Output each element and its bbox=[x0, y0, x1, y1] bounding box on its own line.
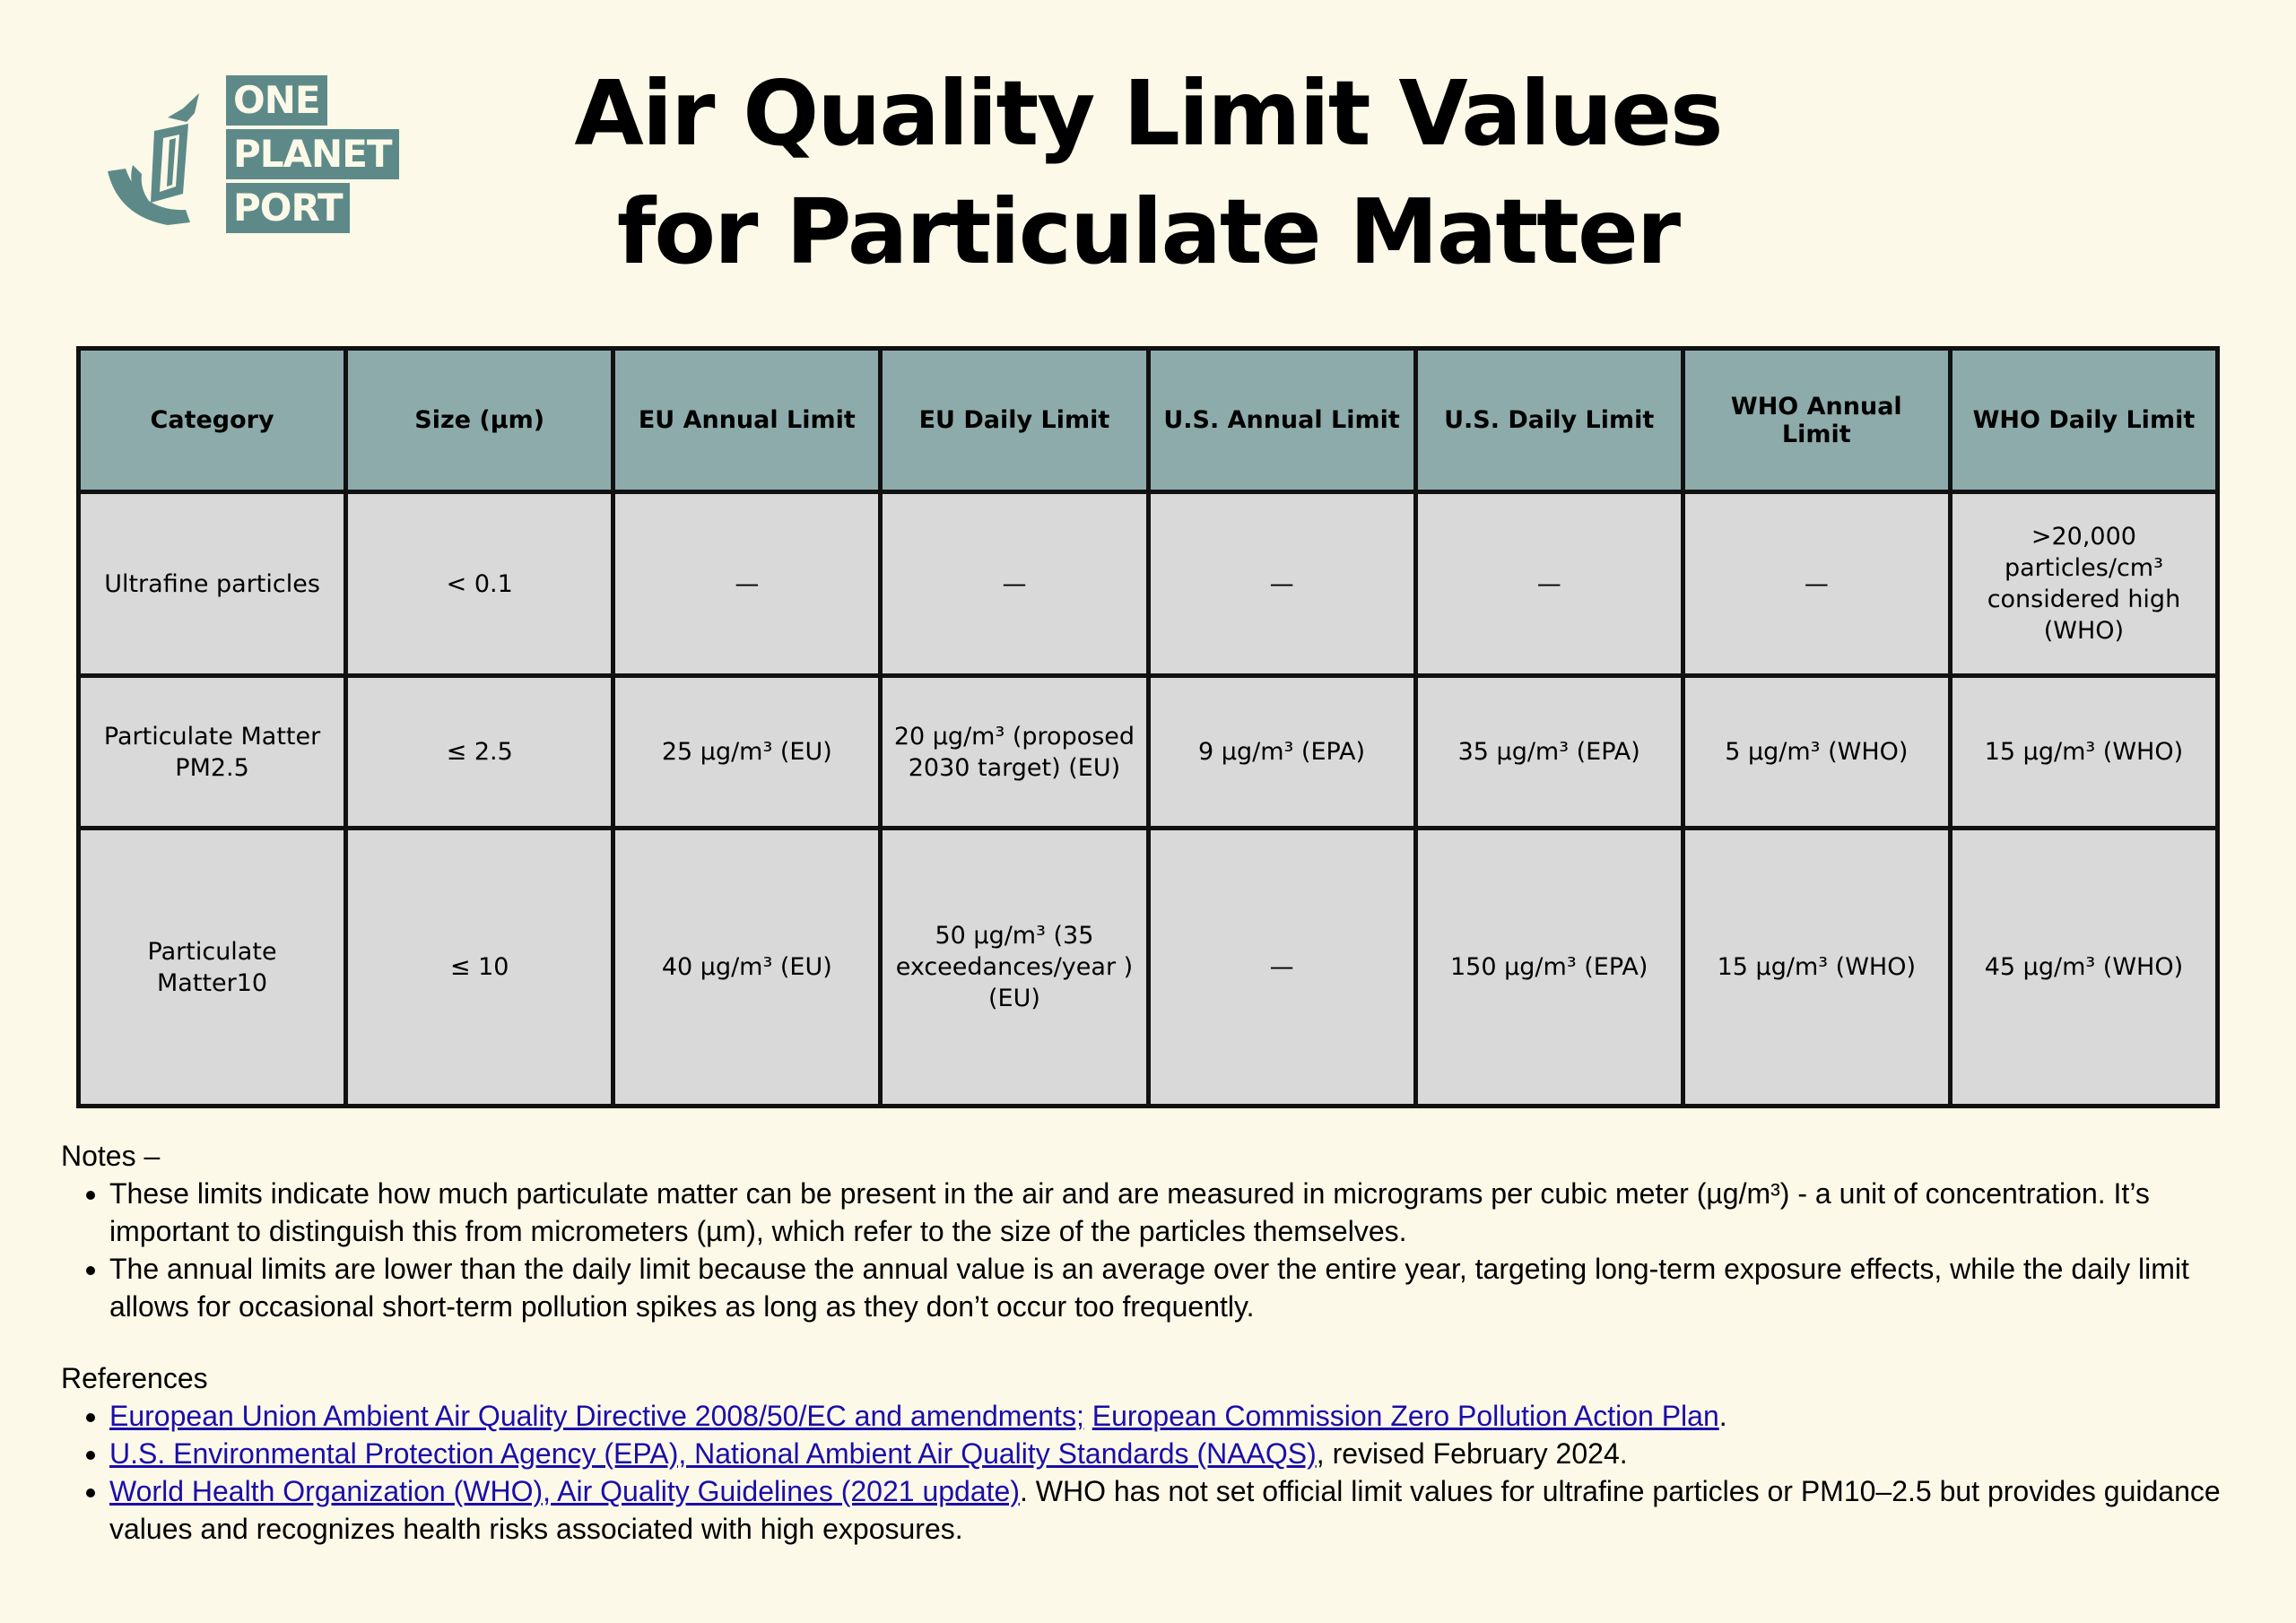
references-list bbox=[61, 1397, 2231, 1548]
table-cell: 45 µg/m³ (WHO) bbox=[1950, 829, 2217, 1107]
page-title-line-1: Air Quality Limit Values bbox=[574, 61, 1722, 166]
header-who-daily: WHO Daily Limit bbox=[1950, 349, 2217, 492]
list-item bbox=[109, 1472, 2231, 1548]
reference-text: . bbox=[1718, 1400, 1727, 1432]
list-item: • These limits indicate how much particulate matter can be present in the air and are measured in micrograms per cubic meter (µg/m³) - a unit of concentration. It’s important to distinguish this from micrometers (µm), which refer to the size of the particles themselves. bbox=[109, 1175, 2231, 1250]
list-item bbox=[109, 1435, 2231, 1472]
table-cell: 20 µg/m³ (proposed 2030 target) (EU) bbox=[881, 676, 1148, 829]
table-cell: — bbox=[881, 492, 1148, 676]
eu-zero-pollution-link[interactable]: European Commission Zero Pollution Action Plan bbox=[1091, 1400, 1719, 1432]
table-row bbox=[79, 829, 2218, 1107]
epa-naaqs-link[interactable]: U.S. Environmental Protection Agency (EPA), National Ambient Air Quality Standards (NAAQS) bbox=[109, 1437, 1317, 1470]
header-eu-daily: EU Daily Limit bbox=[881, 349, 1148, 492]
header-us-daily: U.S. Daily Limit bbox=[1415, 349, 1683, 492]
who-guidelines-link[interactable]: World Health Organization (WHO), Air Quality Guidelines (2021 update) bbox=[109, 1475, 1020, 1507]
table-cell: 25 µg/m³ (EU) bbox=[613, 676, 881, 829]
table-cell: >20,000 particles/cm³ considered high (WHO) bbox=[1950, 492, 2217, 676]
table-header-row bbox=[79, 349, 2218, 492]
table-cell: < 0.1 bbox=[346, 492, 613, 676]
table-cell: ≤ 10 bbox=[346, 829, 613, 1107]
table-cell: — bbox=[1148, 829, 1415, 1107]
table-cell: 40 µg/m³ (EU) bbox=[613, 829, 881, 1107]
table-cell: 35 µg/m³ (EPA) bbox=[1415, 676, 1683, 829]
table-cell: 15 µg/m³ (WHO) bbox=[1950, 676, 2217, 829]
header-category: Category bbox=[79, 349, 346, 492]
table-cell: Particulate Matter PM2.5 bbox=[79, 676, 346, 829]
table-cell: Particulate Matter10 bbox=[79, 829, 346, 1107]
table-cell: 9 µg/m³ (EPA) bbox=[1148, 676, 1415, 829]
notes-list bbox=[61, 1175, 2231, 1325]
header-eu-annual: EU Annual Limit bbox=[613, 349, 881, 492]
notes-section bbox=[61, 1137, 2231, 1325]
references-heading: References bbox=[61, 1362, 208, 1394]
reference-text: . WHO has not set official limit values for ultrafine particles or PM10–2.5 but provides guidance values and recognizes health risks associated with high exposures. bbox=[109, 1475, 2221, 1545]
table-cell: — bbox=[1148, 492, 1415, 676]
table-cell: — bbox=[613, 492, 881, 676]
table-cell: 150 µg/m³ (EPA) bbox=[1415, 829, 1683, 1107]
list-item bbox=[109, 1397, 2231, 1435]
table-cell: ≤ 2.5 bbox=[346, 676, 613, 829]
table-cell: Ultrafine particles bbox=[79, 492, 346, 676]
table-cell: 50 µg/m³ (35 exceedances/year ) (EU) bbox=[881, 829, 1148, 1107]
limits-table bbox=[76, 346, 2220, 1108]
table-cell: — bbox=[1415, 492, 1683, 676]
list-item: • The annual limits are lower than the daily limit because the annual value is an average over the entire year, targeting long-term exposure effects, while the daily limit allows for occasional short-term pollution spikes as long as they don’t occur too frequently. bbox=[109, 1250, 2231, 1325]
eu-directive-link[interactable]: European Union Ambient Air Quality Directive 2008/50/EC and amendments; bbox=[109, 1400, 1084, 1432]
table-row bbox=[79, 492, 2218, 676]
header-who-annual: WHO Annual Limit bbox=[1683, 349, 1950, 492]
logo-word-planet: PLANET bbox=[226, 129, 399, 179]
table-row bbox=[79, 676, 2218, 829]
header-size: Size (µm) bbox=[346, 349, 613, 492]
header-us-annual: U.S. Annual Limit bbox=[1148, 349, 1415, 492]
table-cell: 15 µg/m³ (WHO) bbox=[1683, 829, 1950, 1107]
page-title-line-2: for Particulate Matter bbox=[616, 179, 1680, 284]
table-cell: — bbox=[1683, 492, 1950, 676]
notes-heading: Notes – bbox=[61, 1140, 161, 1172]
logo-word-one: ONE bbox=[226, 75, 327, 126]
references-section bbox=[61, 1359, 2231, 1548]
reference-text: , revised February 2024. bbox=[1316, 1437, 1628, 1470]
logo-word-port: PORT bbox=[226, 183, 350, 233]
table-cell: 5 µg/m³ (WHO) bbox=[1683, 676, 1950, 829]
